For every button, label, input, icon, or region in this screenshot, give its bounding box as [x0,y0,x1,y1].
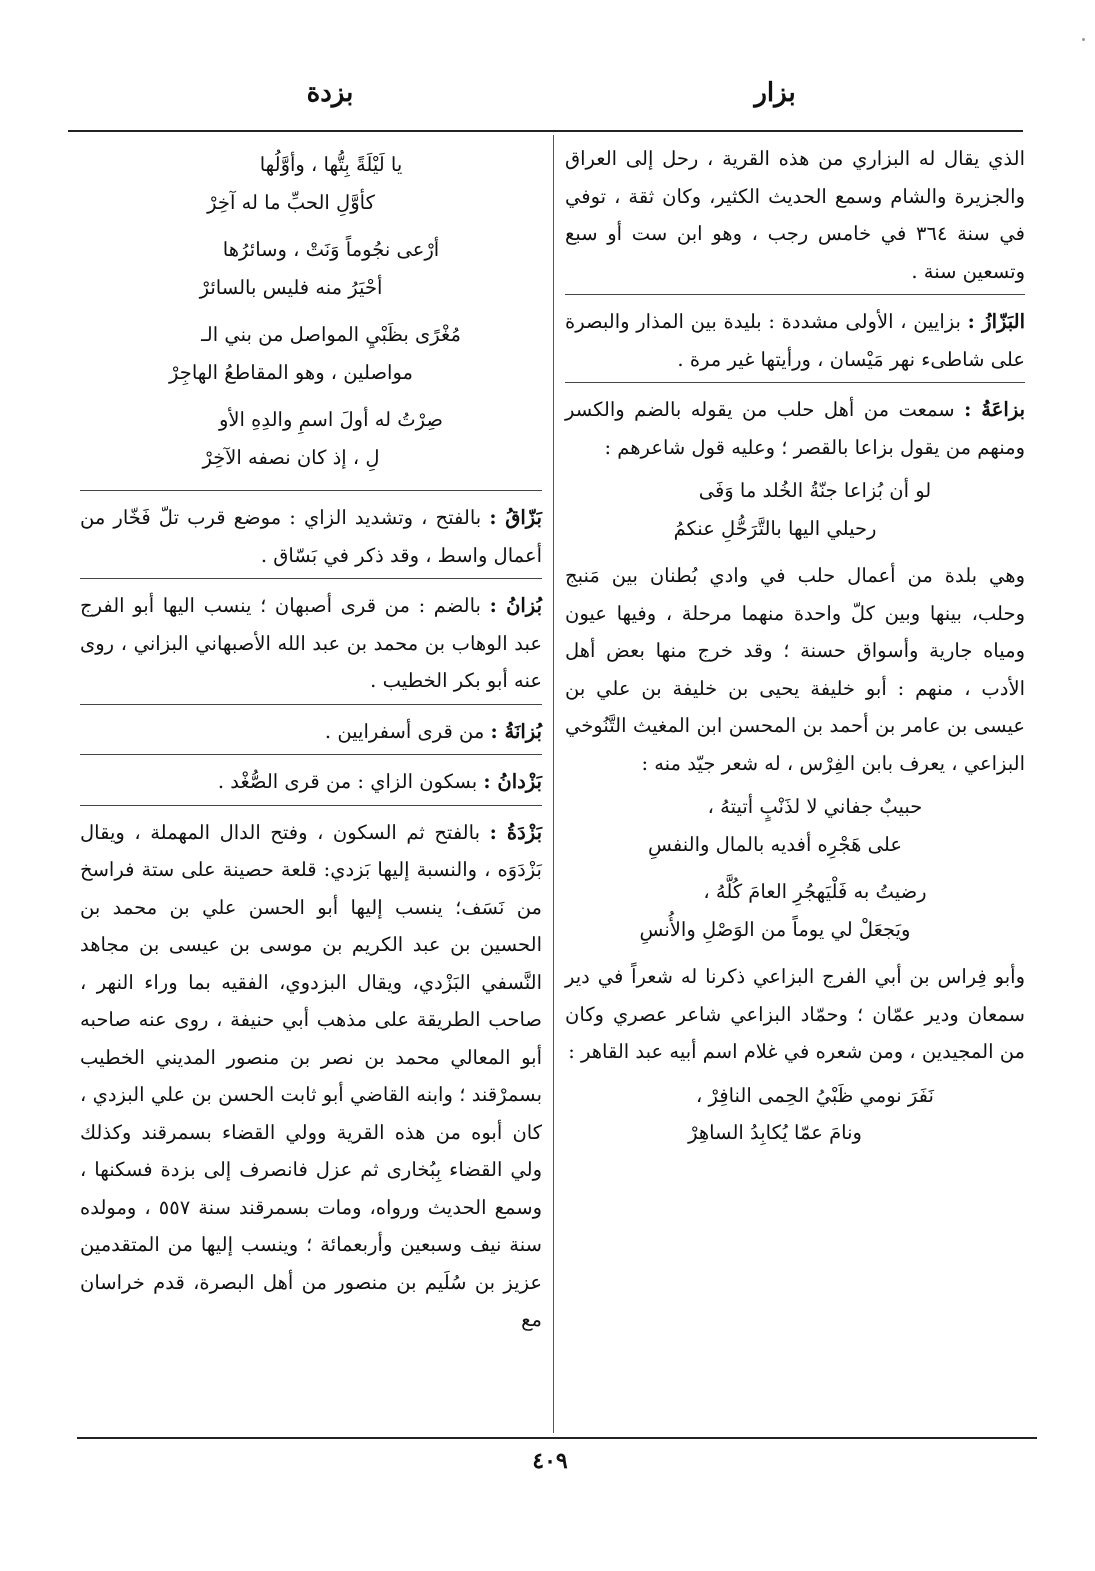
entry-bazzaz [565,303,1025,383]
margin-speck [1082,38,1085,41]
verse-line: رحيلي اليها بالتَّرَحُّلِ عنكمُ [673,516,877,540]
entry-text: بسكون الزاي : من قرى الصُّغْد . [217,770,478,793]
entry-text: بالفتح ثم السكون ، وفتح الدال المهملة ، ويقال بَزْدَوَه ، والنسبة إليها بَزدي: قلعة حصينة على ستة فراسخ من نَسَف؛ ينسب إليها أبو الحسن علي بن محمد بن الحسين بن عبد الكريم بن موسى بن عيسى بن مجاهد النَّسفي البَزْدي، ويقال البزدوي، الفقيه بما وراء النهر ، صاحب الطريقة على مذهب أبي حنيفة ، روى عنه صاحبه أبو المعالي محمد بن نصر بن منصور المديني الخطيب بسمرْقند ؛ وابنه القاضي أبو ثابت الحسن بن علي البزدي ، كان أبوه من هذه القرية وولي القضاء بسمرقند وكذلك ولي القضاء بِبُخارى ثم عزل فانصرف إلى بزدة فسكنها ، وسمع الحديث ورواه، ومات بسمرقند سنة ٥٥٧ ، ومولده سنة نيف وسبعين وأربعمائة ؛ وينسب إليها من المتقدمين عزيز بن سُلَيم بن منصور من أهل البصرة، قدم خراسان مع [80,820,542,1331]
paragraph-text: الذي يقال له البزاري من هذه القرية ، رحل إلى العراق والجزيرة والشام وسمع الحديث الكثير، وكان ثقة ، توفي في سنة ٣٦٤ في خامس رجب ، وهو ابن ست أو سبع وتسعين سنة . [565,147,1025,283]
entry-bizaa [565,391,1025,1166]
verse [565,873,1025,948]
verse [565,788,1025,863]
verse-line: ونامَ عمّا يُكابِدُ الساهِرْ [688,1121,862,1144]
verse-line: مواصلين ، وهو المقاطعُ الهاجِرْ [169,360,413,384]
verse-line: أرْعى نجُوماً وَنَتْ ، وسائرُها [222,238,440,261]
entry-headword: البَزّازُ : [967,310,1025,333]
verse-line: كأوَّلِ الحبِّ ما له آخِرْ [207,190,375,214]
footer-rule [77,1437,1037,1439]
verse-line: صِرْتُ له أولَ اسمِ والدِهِ الأو [219,408,443,431]
entry-headword: بَزّاقُ : [489,506,542,529]
page-number: ٤٠٩ [532,1448,568,1474]
verse [565,472,1025,547]
entry-headword: بَزْدَةُ : [489,820,542,844]
paragraph-text: وأبو فِراس بن أبي الفرج البزاعي ذكرنا له شعراً في دير سمعان ودير عمّان ؛ وحمّاد البزاعي شاعر عصري وكان من المجيدين ، ومن شعره في غلام اسم أبيه عبد القاهر : [565,965,1025,1063]
entry-bazzaq [80,499,542,579]
verse [80,401,542,476]
paragraph-text: وهي بلدة من أعمال حلب في وادي بُطنان بين مَنبج وحلب، بينها وبين كلّ واحدة منهما مرحلة ، وفيها عيون ومياه جارية وأسواق حسنة ؛ وقد خرج منها بعض أهل الأدب ، منهم : أبو خليفة يحيى بن خليفة بن علي بن عيسى بن عامر بن أحمد بن المحسن ابن المغيث التَّنُوخي البزاعي ، يعرف بابن الفِرْس ، له شعر جيّد منه : [565,564,1025,775]
entry-text: سمعت من أهل حلب من يقوله بالضم والكسر ومنهم من يقول بزاعا بالقصر ؛ وعليه قول شاعرهم : [565,398,1025,459]
entry-headword: بُزانَةُ : [490,719,542,743]
entry-bazdan [80,763,542,806]
entry-text: بزايين ، الأولى مشددة : بليدة بين المذار والبصرة على شاطىء نهر مَيْسان ، ورأيتها غير مرة . [565,310,1025,371]
column-divider [553,135,554,1433]
verse [80,316,542,391]
verse-line: نَفَرَ نومي ظَبْيُ الحِمى النافِرْ ، [696,1083,934,1107]
poem-continuation [80,146,542,491]
entry-buzana [80,713,542,756]
verse [80,146,542,221]
verse-line: حبيبٌ جفاني لا لذَنْبٍ أتيتهُ ، [707,795,923,818]
verse-line: يا لَيْلَةً بِتُّها ، وأوَّلُها [259,153,403,176]
verse-line: لو أن بُزاعا جنّةُ الخُلد ما وَفَى [698,479,932,502]
verse-line: أحْيَرُ منه فليس بالسائرْ [199,275,383,299]
entry-text: بالفتح ، وتشديد الزاي : موضع قرب تلّ فَخّار من أعمال واسط ، وقد ذكر في بَسّاق . [80,506,542,567]
verse-line: مُغْرًى بظَبْيِ المواصل من بني الـ [201,323,461,346]
verse-line: لِ ، إذ كان نصفه الآخِرْ [202,445,380,469]
entry-text: بالضم : من قرى أصبهان ؛ ينسب اليها أبو الفرج عبد الوهاب بن محمد بن عبد الله الأصبهاني البزاني ، روى عنه أبو بكر الخطيب . [80,594,542,692]
verse-line: رضيتُ به فَلْيَهجُرِ العامَ كُلَّهُ ، [703,880,927,903]
entry-headword: بَزْدانُ : [483,770,542,793]
verse-line: على هَجْرِه أفديه بالمال والنفسِ [648,832,902,856]
right-column [565,140,1025,1172]
entry-buzan [80,587,542,705]
header-rule [68,130,1023,132]
verse [565,1077,1025,1152]
entry-headword: بُزانُ : [489,594,542,617]
running-header-right: بزار [754,78,796,108]
verse-line: ويَجعَلْ لي يوماً من الوَصْلِ والأُنسِ [639,917,911,941]
running-header-left: بزدة [306,78,354,108]
verse [80,231,542,306]
entry-bazda [80,814,542,1343]
left-column [80,140,542,1349]
continued-paragraph [565,140,1025,295]
entry-headword: بزاعَةُ : [964,398,1026,421]
entry-text: من قرى أسفرايين . [324,719,485,743]
